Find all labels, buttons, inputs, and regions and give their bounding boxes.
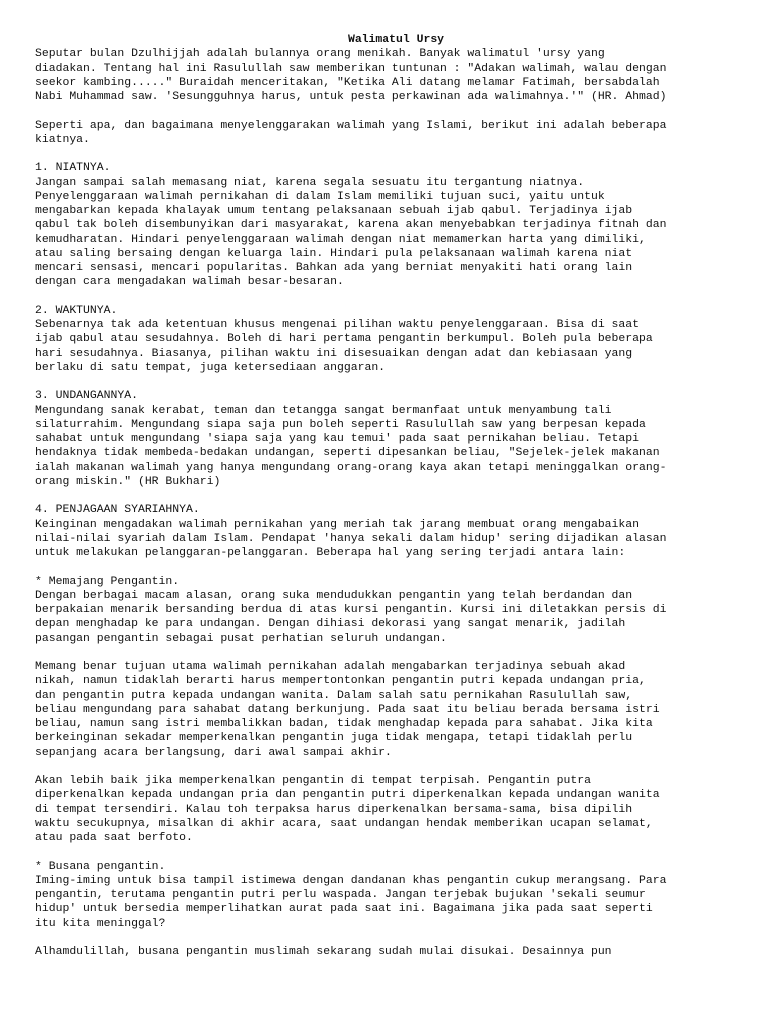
text-line: Alhamdulillah, busana pengantin muslimah sekarang sudah mulai disukai. Desainnya pun xyxy=(35,945,612,958)
text-line: Seputar bulan Dzulhijjah adalah bulannya orang menikah. Banyak walimatul 'ursy yang xyxy=(35,47,605,61)
text-line: hendaknya tidak membeda-bedakan undangan, seperti dipesankan beliau, "Sejelek-jelek makanan xyxy=(35,446,660,460)
paragraph xyxy=(35,47,757,104)
paragraph xyxy=(35,945,757,959)
paragraph-spacer xyxy=(35,290,757,304)
text-line: berkeinginan sekadar memperkenalkan pengantin juga tidak mengapa, tetapi tidaklah perlu xyxy=(35,731,633,745)
text-line: Penyelenggaraan walimah pernikahan di dalam Islam memiliki tujuan suci, yaitu untuk xyxy=(35,189,605,203)
text-line: atau saling bersaing dengan keluarga lain. Hindari pula pelaksanaan walimah karena niat xyxy=(35,246,633,260)
paragraph-spacer xyxy=(35,760,757,774)
text-line: pengantin, terutama pengantin putri perlu waspada. Jangan terjebak bujukan 'sekali seumur xyxy=(35,888,646,901)
text-line: Sebenarnya tak ada ketentuan khusus mengenai pilihan waktu penyelenggaraan. Bisa di saat xyxy=(35,318,639,331)
text-line: kiatnya. xyxy=(35,132,90,146)
paragraph-spacer xyxy=(35,646,757,660)
text-line: sahabat untuk mengundang 'siapa saja yang kau temui' pada saat pernikahan beliau. Tetapi xyxy=(35,432,639,445)
text-line: Nabi Muhammad saw. 'Sesungguhnya harus, untuk pesta perkawinan ada walimahnya.'" (HR. Ahmad) xyxy=(35,90,667,103)
text-line: itu kita meninggal? xyxy=(35,916,166,930)
paragraph-spacer xyxy=(35,375,757,389)
text-line: mencari sensasi, mencari popularitas. Bahkan ada yang berniat menyakiti hati orang lain xyxy=(35,261,633,274)
text-line: Memang benar tujuan utama walimah pernikahan adalah mengabarkan terjadinya sebuah akad xyxy=(35,660,626,673)
document-body xyxy=(35,47,757,959)
text-line: sepanjang acara berlangsung, dari awal sampai akhir. xyxy=(35,745,392,759)
paragraph-spacer xyxy=(35,489,757,503)
text-line: 4. PENJAGAAN SYARIAHNYA. xyxy=(35,503,200,517)
text-line: Akan lebih baik jika memperkenalkan pengantin di tempat terpisah. Pengantin putra xyxy=(35,774,591,787)
paragraph-spacer xyxy=(35,560,757,574)
paragraph-spacer xyxy=(35,147,757,161)
text-line: Keinginan mengadakan walimah pernikahan yang meriah tak jarang membuat orang mengabaikan xyxy=(35,517,639,531)
text-line: * Busana pengantin. xyxy=(35,859,166,873)
text-line: Jangan sampai salah memasang niat, karena segala sesuatu itu tergantung niatnya. xyxy=(35,175,585,189)
text-line: qabul tak boleh disembunyikan dari masyarakat, karena akan menyebabkan terjadinya fitnah dan xyxy=(35,218,667,232)
text-line: untuk melakukan pelanggaran-pelanggaran. Beberapa hal yang sering terjadi antara lain: xyxy=(35,546,626,559)
text-line: ialah makanan walimah yang hanya mengundang orang-orang kaya akan tetapi meninggalkan orang- xyxy=(35,460,667,474)
text-line: mengabarkan kepada khalayak umum tentang pelaksanaan sebuah ijab qabul. Terjadinya ijab xyxy=(35,204,633,217)
text-line: berlaku di satu tempat, juga ketersediaan anggaran. xyxy=(35,360,386,374)
paragraph xyxy=(35,503,757,560)
text-line: beliau, namun sang istri membalikkan badan, tidak menghadap kepada para sahabat. Jika kita xyxy=(35,717,653,730)
text-line: hari sesudahnya. Biasanya, pilihan waktu ini disesuaikan dengan adat dan kebiasaan yang xyxy=(35,346,633,360)
paragraph xyxy=(35,389,757,489)
document-title: Walimatul Ursy xyxy=(347,33,445,46)
text-line: waktu secukupnya, misalkan di akhir acara, saat undangan hendak memberikan ucapan selamat, xyxy=(35,816,653,830)
paragraph xyxy=(35,660,757,760)
text-line: nikah, namun tidaklah berarti harus mempertontonkan pengantin putri kepada undangan pria, xyxy=(35,674,646,688)
text-line: pasangan pengantin sebagai pusat perhatian seluruh undangan. xyxy=(35,631,447,645)
text-line: ijab qabul atau sesudahnya. Boleh di hari pertama pengantin berkumpul. Boleh pula beberapa xyxy=(35,332,653,346)
text-line: nilai-nilai syariah dalam Islam. Pendapat 'hanya sekali dalam hidup' sering dijadikan alasan xyxy=(35,531,667,545)
text-line: Seperti apa, dan bagaimana menyelenggarakan walimah yang Islami, berikut ini adalah beberapa xyxy=(35,118,667,132)
document-page xyxy=(35,33,757,959)
text-line: di tempat tersendiri. Kalau toh terpaksa harus diperkenalkan bersama-sama, bisa dipilih xyxy=(35,802,633,816)
text-line: 3. UNDANGANNYA. xyxy=(35,389,138,403)
paragraph xyxy=(35,161,757,289)
text-line: Dengan berbagai macam alasan, orang suka mendudukkan pengantin yang telah berdandan dan xyxy=(35,588,633,602)
text-line: 1. NIATNYA. xyxy=(35,161,111,175)
paragraph-spacer xyxy=(35,931,757,945)
text-line: Iming-iming untuk bisa tampil istimewa dengan dandanan khas pengantin cukup merangsang. Para xyxy=(35,873,667,887)
paragraph-spacer xyxy=(35,104,757,118)
paragraph xyxy=(35,575,757,646)
text-line: orang miskin." (HR Bukhari) xyxy=(35,474,221,488)
text-line: berpakaian menarik bersanding berdua di atas kursi pengantin. Kursi ini diletakkan persis di xyxy=(35,603,667,616)
text-line: kemudharatan. Hindari penyelenggaraan walimah dengan niat memamerkan harta yang dimiliki, xyxy=(35,232,646,246)
text-line: seekor kambing....." Buraidah menceritakan, "Ketika Ali datang melamar Fatimah, bersabdalah xyxy=(35,75,660,89)
paragraph xyxy=(35,774,757,845)
paragraph-spacer xyxy=(35,845,757,859)
text-line: depan menghadap ke para undangan. Dengan dihiasi dekorasi yang sangat menarik, jadilah xyxy=(35,617,626,631)
text-line: diadakan. Tentang hal ini Rasulullah saw memberikan tuntunan : "Adakan walimah, walau dengan xyxy=(35,61,667,75)
text-line: * Memajang Pengantin. xyxy=(35,574,180,588)
text-line: atau pada saat berfoto. xyxy=(35,831,193,844)
paragraph xyxy=(35,304,757,375)
text-line: 2. WAKTUNYA. xyxy=(35,303,118,317)
text-line: silaturrahim. Mengundang siapa saja pun boleh seperti Rasulullah saw yang berpesan kepada xyxy=(35,417,646,431)
text-line: hidup' untuk bersedia memperlihatkan aurat pada saat ini. Bagaimana jika pada saat seperti xyxy=(35,902,653,916)
paragraph xyxy=(35,860,757,931)
text-line: beliau mengundang para sahabat datang berkunjung. Pada saat itu beliau berada bersama istri xyxy=(35,702,660,716)
text-line: Mengundang sanak kerabat, teman dan tetangga sangat bermanfaat untuk menyambung tali xyxy=(35,403,612,417)
paragraph xyxy=(35,119,757,148)
text-line: diperkenalkan kepada undangan pria dan pengantin putri diperkenalkan kepada undangan wanita xyxy=(35,788,660,802)
text-line: dengan cara mengadakan walimah besar-besaran. xyxy=(35,275,344,289)
text-line: dan pengantin putra kepada undangan wanita. Dalam salah satu pernikahan Rasulullah saw, xyxy=(35,688,633,702)
